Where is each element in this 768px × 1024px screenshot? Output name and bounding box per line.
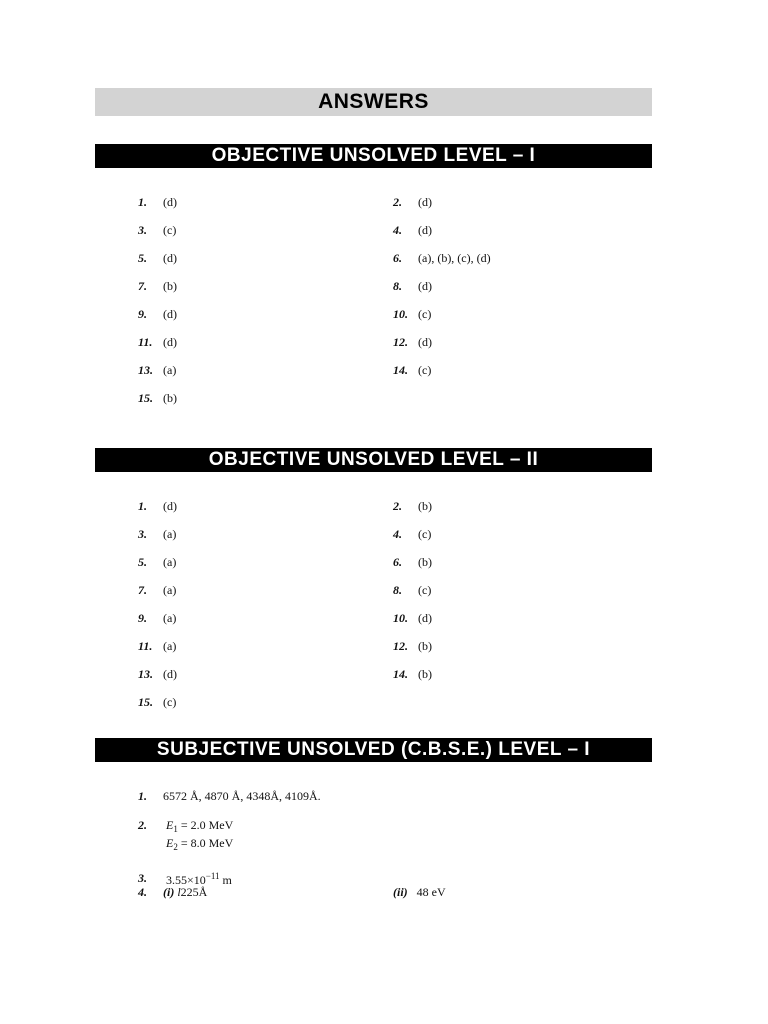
- question-number: 4.: [138, 885, 147, 899]
- answer-choice: (c): [418, 307, 432, 321]
- answer-choice: (b): [418, 639, 432, 653]
- exponent: −11: [205, 871, 220, 881]
- question-number: 3.: [138, 223, 147, 237]
- question-number: 11.: [138, 639, 153, 653]
- answer-choice: (c): [163, 695, 177, 709]
- answer-choice: (a): [163, 527, 177, 541]
- question-number: 4.: [393, 527, 402, 541]
- answer-text: 6572 Å, 4870 Å, 4348Å, 4109Å.: [163, 789, 321, 803]
- answer-line-e2: [166, 836, 233, 852]
- question-number: 10.: [393, 307, 408, 321]
- answer-choice: (b): [163, 391, 177, 405]
- answer-choice: (d): [163, 251, 177, 265]
- answer-choice: (d): [163, 195, 177, 209]
- question-number: 15.: [138, 695, 153, 709]
- base: 3.55×10: [166, 873, 206, 887]
- question-number: 2.: [393, 499, 402, 513]
- question-number: 10.: [393, 611, 408, 625]
- answer-choice: (b): [418, 555, 432, 569]
- question-number: 9.: [138, 307, 147, 321]
- answer-part-i: [163, 885, 207, 900]
- answer-choice: (a): [163, 363, 177, 377]
- answer-choice: (c): [163, 223, 177, 237]
- question-number: 1.: [138, 499, 147, 513]
- question-number: 8.: [393, 279, 402, 293]
- value: = 2.0 MeV: [177, 818, 234, 832]
- answer-choice: (d): [418, 223, 432, 237]
- page-title: ANSWERS: [95, 88, 652, 116]
- question-number: 7.: [138, 279, 147, 293]
- answer-choice: (d): [163, 307, 177, 321]
- question-number: 15.: [138, 391, 153, 405]
- question-number: 1.: [138, 789, 147, 803]
- answer-choice: (d): [418, 195, 432, 209]
- question-number: 1.: [138, 195, 147, 209]
- question-number: 13.: [138, 667, 153, 681]
- section-heading-subjective-level-1: SUBJECTIVE UNSOLVED (C.B.S.E.) LEVEL – I: [95, 738, 652, 762]
- part-label: (ii): [393, 885, 408, 899]
- question-number: 5.: [138, 555, 147, 569]
- section-heading-objective-level-1: OBJECTIVE UNSOLVED LEVEL – I: [95, 144, 652, 168]
- answer-choice: (d): [163, 667, 177, 681]
- answer-choice: (d): [163, 335, 177, 349]
- answer-choice: (d): [418, 335, 432, 349]
- question-number: 7.: [138, 583, 147, 597]
- section-heading-objective-level-2: OBJECTIVE UNSOLVED LEVEL – II: [95, 448, 652, 472]
- answer-part-ii: [393, 885, 446, 900]
- answer-choice: (d): [418, 279, 432, 293]
- question-number: 14.: [393, 363, 408, 377]
- question-number: 9.: [138, 611, 147, 625]
- question-number: 6.: [393, 251, 402, 265]
- answer-choice: (c): [418, 363, 432, 377]
- question-number: 2.: [393, 195, 402, 209]
- subscript: 1: [173, 824, 178, 834]
- value: 225Å: [180, 885, 208, 899]
- part-label: (i): [163, 885, 175, 899]
- answer-choice: (a): [163, 555, 177, 569]
- variable-e: E: [166, 818, 174, 832]
- answer-choice: (c): [418, 527, 432, 541]
- answer-choice: (b): [163, 279, 177, 293]
- unit: m: [219, 873, 232, 887]
- answer-choice: (a): [163, 611, 177, 625]
- question-number: 8.: [393, 583, 402, 597]
- answer-choice: (a): [163, 583, 177, 597]
- question-number: 3.: [138, 527, 147, 541]
- answer-choice: (a), (b), (c), (d): [418, 251, 491, 265]
- question-number: 4.: [393, 223, 402, 237]
- question-number: 13.: [138, 363, 153, 377]
- value: = 8.0 MeV: [177, 836, 234, 850]
- question-number: 6.: [393, 555, 402, 569]
- subscript: 2: [173, 842, 178, 852]
- answer-choice: (b): [418, 667, 432, 681]
- question-number: 3.: [138, 871, 147, 885]
- variable-e: E: [166, 836, 174, 850]
- variable-l: l: [177, 885, 181, 899]
- question-number: 12.: [393, 335, 408, 349]
- answer-line-e1: [166, 818, 233, 834]
- question-number: 5.: [138, 251, 147, 265]
- question-number: 11.: [138, 335, 153, 349]
- answer-choice: (b): [418, 499, 432, 513]
- answer-choice: (c): [418, 583, 432, 597]
- answer-choice: (a): [163, 639, 177, 653]
- answer-choice: (d): [163, 499, 177, 513]
- question-number: 12.: [393, 639, 408, 653]
- question-number: 2.: [138, 818, 147, 832]
- question-number: 14.: [393, 667, 408, 681]
- value: 48 eV: [416, 885, 446, 899]
- answer-choice: (d): [418, 611, 432, 625]
